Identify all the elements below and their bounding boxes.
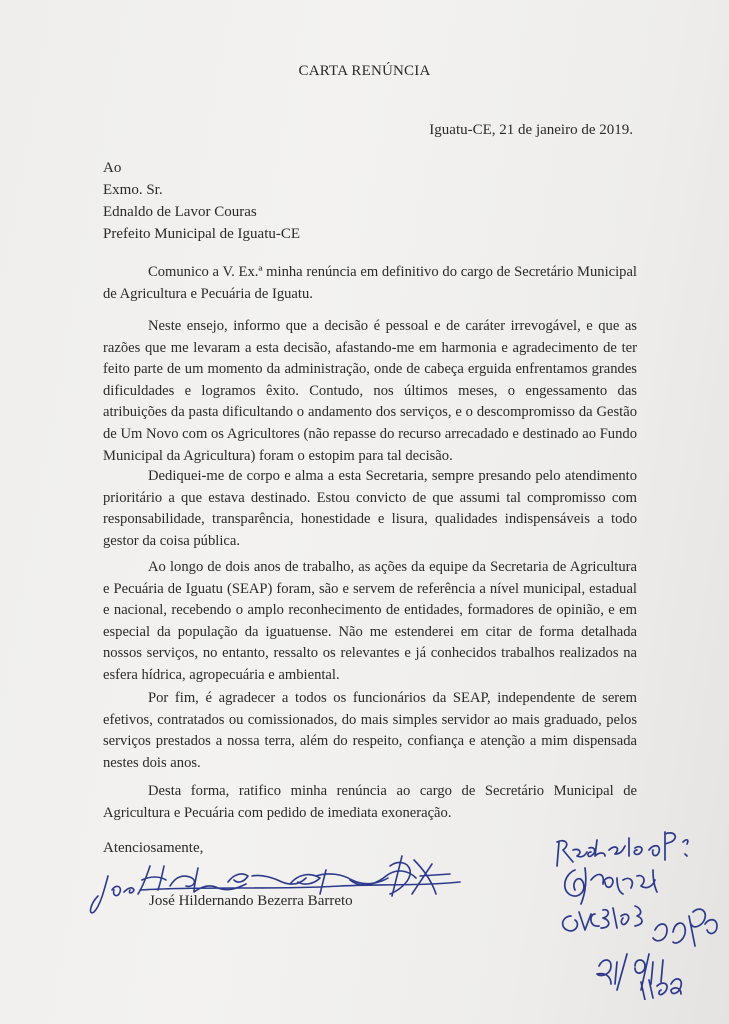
paragraph-reasons: Neste ensejo, informo que a decisão é pessoal e de caráter irrevogável, e que as razões que me levaram a esta decisão, afastando-me em harmonia e agradecimento de ter feito parte de um momento da administração, onde de cabeça erguida enfrentamos grandes dificuldades e logramos êxito. Contudo, nos últimos meses, o engessamento das atribuições da pasta dificultando o andamento dos serviços, e o descompromisso da Gestão de Um Novo com os Agricultores (não repasse do recurso arrecadado e destinado ao Fundo Municipal da Agricultura) foram o estopim para tal decisão. (103, 318, 637, 464)
paragraph-dedication: Dediquei-me de corpo e alma a esta Secretaria, sempre presando pelo atendimento prioritário a que estava destinado. Estou convicto de que assumi tal compromisso com responsabilidade, transparência, honestidade e lisura, qualidades indispensáveis a todo gestor da coisa pública. (103, 468, 637, 549)
letter-title: CARTA RENÚNCIA (298, 63, 431, 79)
letter-date: Iguatu-CE, 21 de janeiro de 2019. (429, 122, 633, 138)
paragraph-thanks: Por fim, é agradecer a todos os funcionários da SEAP, independente de serem efetivos, contratados ou comissionados, do mais simples servidor ao mais graduado, pelos serviços prestados a nossa terra, além do respeito, confiança e atenção a mim dispensada nestes dois anos. (103, 690, 637, 771)
receipt-stamp-handwritten (545, 820, 725, 1000)
address-line-name: Ednaldo de Lavor Couras (103, 204, 257, 220)
signatory-name: José Hildernando Bezerra Barreto (149, 893, 353, 909)
closing-salutation: Atenciosamente, (103, 840, 204, 856)
paragraph-resignation: Comunico a V. Ex.ª minha renúncia em definitivo do cargo de Secretário Municipal de Agricultura e Pecuária de Iguatu. (103, 264, 637, 302)
paragraph-achievements: Ao longo de dois anos de trabalho, as ações da equipe da Secretaria de Agricultura e Pecuária de Iguatu (SEAP) foram, são e servem de referência a nível municipal, estadual e nacional, recebendo o amplo reconhecimento de entidades, formadores de opinião, e em especial da população da iguatuense. Não me estenderei em citar de forma detalhada nossos serviços, no entanto, ressalto os relevantes e já conhecidos trabalhos realizados na esfera hídrica, agropecuária e ambiental. (103, 559, 637, 683)
address-line-honorific: Exmo. Sr. (103, 182, 163, 198)
address-line-recipient-prefix: Ao (103, 160, 122, 176)
address-line-title: Prefeito Municipal de Iguatu-CE (103, 226, 301, 242)
paragraph-ratification: Desta forma, ratifico minha renúncia ao cargo de Secretário Municipal de Agricultura e Pecuária com pedido de imediata exoneração. (103, 783, 637, 821)
